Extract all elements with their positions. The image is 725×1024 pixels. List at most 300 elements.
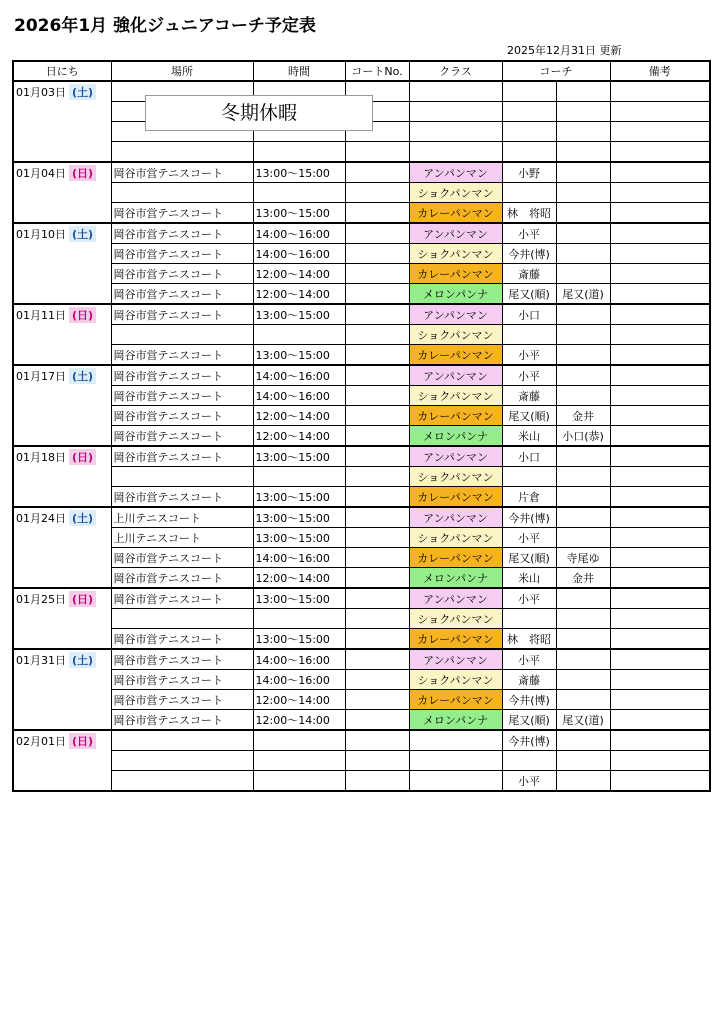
coach-cell-1: 林 将昭 [502, 203, 556, 224]
table-row [13, 223, 710, 244]
coach-cell-1: 小平 [502, 345, 556, 366]
table-row [13, 406, 710, 426]
court-cell [345, 751, 409, 771]
time-cell: 13:00～15:00 [253, 446, 345, 467]
coach-cell-1: 小平 [502, 588, 556, 609]
court-cell [345, 244, 409, 264]
class-cell: ショクパンマン [409, 325, 502, 345]
table-row [13, 304, 710, 325]
venue-cell: 岡谷市営テニスコート [111, 649, 253, 670]
coach-cell-1: 小平 [502, 528, 556, 548]
coach-cell-2 [556, 345, 610, 366]
notes-cell [610, 183, 710, 203]
coach-cell-1: 尾又(順) [502, 548, 556, 568]
court-cell [345, 487, 409, 508]
court-cell [345, 162, 409, 183]
court-cell [345, 771, 409, 792]
table-row [13, 244, 710, 264]
date-cell [13, 730, 111, 791]
notes-cell [610, 487, 710, 508]
date-cell [13, 365, 111, 446]
class-cell: ショクパンマン [409, 244, 502, 264]
time-cell: 14:00～16:00 [253, 548, 345, 568]
date-group [13, 446, 710, 507]
time-cell: 13:00～15:00 [253, 203, 345, 224]
coach-cell-1 [502, 102, 556, 122]
court-cell [345, 284, 409, 305]
venue-cell: 岡谷市営テニスコート [111, 304, 253, 325]
class-cell [409, 102, 502, 122]
coach-cell-2 [556, 507, 610, 528]
holiday-label: 冬期休暇 [145, 95, 373, 131]
venue-cell [111, 730, 253, 751]
notes-cell [610, 203, 710, 224]
time-cell [253, 751, 345, 771]
updated-date: 2025年12月31日 更新 [507, 44, 622, 57]
table-row [13, 142, 710, 163]
date-text: 01月31日 [16, 654, 66, 667]
coach-cell-2 [556, 751, 610, 771]
court-cell [345, 690, 409, 710]
coach-cell-1 [502, 751, 556, 771]
coach-cell-2: 金井 [556, 568, 610, 589]
table-row [13, 507, 710, 528]
class-cell: メロンパンナ [409, 710, 502, 731]
date-group [13, 588, 710, 649]
coach-cell-2 [556, 446, 610, 467]
saturday-badge: (土) [69, 510, 96, 526]
date-group [13, 649, 710, 730]
notes-cell [610, 81, 710, 102]
class-cell: カレーパンマン [409, 548, 502, 568]
venue-cell: 岡谷市営テニスコート [111, 629, 253, 650]
coach-cell-1: 小平 [502, 365, 556, 386]
table-row [13, 325, 710, 345]
court-cell [345, 142, 409, 163]
date-group [13, 730, 710, 791]
coach-cell-2 [556, 183, 610, 203]
venue-cell: 岡谷市営テニスコート [111, 690, 253, 710]
class-cell [409, 751, 502, 771]
notes-cell [610, 244, 710, 264]
class-cell: カレーパンマン [409, 203, 502, 224]
coach-cell-2 [556, 223, 610, 244]
coach-cell-2 [556, 102, 610, 122]
coach-cell-1 [502, 81, 556, 102]
venue-cell [111, 751, 253, 771]
venue-cell: 岡谷市営テニスコート [111, 548, 253, 568]
venue-cell [111, 609, 253, 629]
notes-cell [610, 446, 710, 467]
date-text: 01月18日 [16, 451, 66, 464]
coach-cell-2: 金井 [556, 406, 610, 426]
coach-cell-2: 尾又(道) [556, 284, 610, 305]
table-row [13, 487, 710, 508]
class-cell: アンパンマン [409, 446, 502, 467]
coach-cell-2 [556, 467, 610, 487]
class-cell: アンパンマン [409, 588, 502, 609]
page-title: 2026年1月 強化ジュニアコーチ予定表 [14, 16, 316, 36]
coach-cell-1: 今井(博) [502, 244, 556, 264]
coach-cell-2 [556, 609, 610, 629]
class-cell: メロンパンナ [409, 568, 502, 589]
court-cell [345, 710, 409, 731]
notes-cell [610, 649, 710, 670]
court-cell [345, 365, 409, 386]
table-row [13, 386, 710, 406]
class-cell: アンパンマン [409, 649, 502, 670]
notes-cell [610, 223, 710, 244]
notes-cell [610, 670, 710, 690]
class-cell: メロンパンナ [409, 426, 502, 447]
table-row [13, 528, 710, 548]
coach-cell-1 [502, 325, 556, 345]
venue-cell: 岡谷市営テニスコート [111, 426, 253, 447]
table-row [13, 162, 710, 183]
notes-cell [610, 548, 710, 568]
court-cell [345, 264, 409, 284]
coach-cell-2 [556, 122, 610, 142]
court-cell [345, 183, 409, 203]
time-cell: 14:00～16:00 [253, 670, 345, 690]
time-cell [253, 325, 345, 345]
court-cell [345, 223, 409, 244]
time-cell [253, 609, 345, 629]
time-cell: 13:00～15:00 [253, 588, 345, 609]
coach-cell-1: 今井(博) [502, 730, 556, 751]
date-text: 01月17日 [16, 370, 66, 383]
notes-cell [610, 426, 710, 447]
notes-cell [610, 507, 710, 528]
coach-cell-2: 寺尾ゆ [556, 548, 610, 568]
court-cell [345, 426, 409, 447]
date-text: 01月03日 [16, 86, 66, 99]
venue-cell: 上川テニスコート [111, 528, 253, 548]
time-cell: 13:00～15:00 [253, 162, 345, 183]
venue-cell: 岡谷市営テニスコート [111, 446, 253, 467]
class-cell: アンパンマン [409, 365, 502, 386]
header-coach: コーチ [502, 61, 610, 81]
date-cell [13, 162, 111, 223]
saturday-badge: (土) [69, 652, 96, 668]
coach-cell-2 [556, 304, 610, 325]
table-row [13, 710, 710, 731]
venue-cell [111, 771, 253, 792]
class-cell: ショクパンマン [409, 467, 502, 487]
coach-cell-2 [556, 771, 610, 792]
venue-cell [111, 183, 253, 203]
date-group [13, 365, 710, 446]
venue-cell: 上川テニスコート [111, 507, 253, 528]
coach-cell-1: 尾又(順) [502, 284, 556, 305]
coach-cell-1: 斎藤 [502, 264, 556, 284]
coach-cell-2 [556, 325, 610, 345]
venue-cell: 岡谷市営テニスコート [111, 203, 253, 224]
table-row [13, 467, 710, 487]
court-cell [345, 304, 409, 325]
date-group [13, 223, 710, 304]
notes-cell [610, 690, 710, 710]
coach-cell-2 [556, 386, 610, 406]
notes-cell [610, 406, 710, 426]
header-venue: 場所 [111, 61, 253, 81]
coach-cell-2 [556, 588, 610, 609]
table-row [13, 670, 710, 690]
venue-cell [111, 467, 253, 487]
saturday-badge: (土) [69, 368, 96, 384]
time-cell [253, 771, 345, 792]
table-row [13, 426, 710, 447]
notes-cell [610, 284, 710, 305]
time-cell [253, 142, 345, 163]
court-cell [345, 588, 409, 609]
coach-cell-2 [556, 487, 610, 508]
coach-cell-2 [556, 528, 610, 548]
class-cell: カレーパンマン [409, 487, 502, 508]
class-cell: アンパンマン [409, 162, 502, 183]
notes-cell [610, 304, 710, 325]
notes-cell [610, 609, 710, 629]
coach-cell-2 [556, 264, 610, 284]
coach-cell-1 [502, 183, 556, 203]
coach-cell-1 [502, 467, 556, 487]
table-row [13, 629, 710, 650]
coach-cell-1: 斎藤 [502, 386, 556, 406]
class-cell: アンパンマン [409, 223, 502, 244]
notes-cell [610, 730, 710, 751]
court-cell [345, 386, 409, 406]
date-text: 01月25日 [16, 593, 66, 606]
court-cell [345, 629, 409, 650]
class-cell: ショクパンマン [409, 609, 502, 629]
header-notes: 備考 [610, 61, 710, 81]
date-group [13, 304, 710, 365]
coach-cell-1: 今井(博) [502, 507, 556, 528]
time-cell: 13:00～15:00 [253, 528, 345, 548]
table-row [13, 548, 710, 568]
venue-cell [111, 142, 253, 163]
court-cell [345, 528, 409, 548]
class-cell: アンパンマン [409, 507, 502, 528]
coach-cell-2 [556, 690, 610, 710]
time-cell: 13:00～15:00 [253, 304, 345, 325]
time-cell: 12:00～14:00 [253, 264, 345, 284]
class-cell: ショクパンマン [409, 528, 502, 548]
coach-cell-1: 林 将昭 [502, 629, 556, 650]
date-cell [13, 304, 111, 365]
notes-cell [610, 264, 710, 284]
class-cell: メロンパンナ [409, 284, 502, 305]
table-row [13, 609, 710, 629]
coach-cell-1: 小口 [502, 304, 556, 325]
venue-cell: 岡谷市営テニスコート [111, 588, 253, 609]
coach-cell-1: 斎藤 [502, 670, 556, 690]
time-cell: 14:00～16:00 [253, 649, 345, 670]
time-cell [253, 730, 345, 751]
venue-cell: 岡谷市営テニスコート [111, 162, 253, 183]
court-cell [345, 467, 409, 487]
date-text: 01月10日 [16, 228, 66, 241]
notes-cell [610, 325, 710, 345]
time-cell: 14:00～16:00 [253, 386, 345, 406]
class-cell [409, 81, 502, 102]
sunday-badge: (日) [69, 165, 96, 181]
date-cell [13, 507, 111, 588]
date-cell [13, 81, 111, 162]
date-cell [13, 588, 111, 649]
court-cell [345, 507, 409, 528]
date-cell [13, 649, 111, 730]
class-cell: ショクパンマン [409, 183, 502, 203]
time-cell: 12:00～14:00 [253, 710, 345, 731]
table-row [13, 649, 710, 670]
coach-cell-1: 小平 [502, 223, 556, 244]
coach-cell-2 [556, 162, 610, 183]
coach-cell-2 [556, 365, 610, 386]
date-text: 01月24日 [16, 512, 66, 525]
court-cell [345, 325, 409, 345]
coach-cell-1 [502, 142, 556, 163]
court-cell [345, 203, 409, 224]
class-cell: カレーパンマン [409, 406, 502, 426]
coach-cell-1: 今井(博) [502, 690, 556, 710]
class-cell: カレーパンマン [409, 345, 502, 366]
table-row [13, 203, 710, 224]
date-cell [13, 223, 111, 304]
venue-cell: 岡谷市営テニスコート [111, 710, 253, 731]
class-cell [409, 771, 502, 792]
notes-cell [610, 142, 710, 163]
coach-cell-2 [556, 649, 610, 670]
header-class: クラス [409, 61, 502, 81]
venue-cell: 岡谷市営テニスコート [111, 244, 253, 264]
coach-cell-1: 米山 [502, 568, 556, 589]
venue-cell: 岡谷市営テニスコート [111, 670, 253, 690]
class-cell: カレーパンマン [409, 690, 502, 710]
time-cell: 13:00～15:00 [253, 507, 345, 528]
coach-cell-2 [556, 629, 610, 650]
notes-cell [610, 162, 710, 183]
time-cell: 12:00～14:00 [253, 406, 345, 426]
notes-cell [610, 568, 710, 589]
class-cell: ショクパンマン [409, 670, 502, 690]
time-cell [253, 467, 345, 487]
time-cell [253, 183, 345, 203]
coach-cell-1: 小野 [502, 162, 556, 183]
date-cell [13, 446, 111, 507]
coach-cell-2 [556, 203, 610, 224]
venue-cell: 岡谷市営テニスコート [111, 487, 253, 508]
notes-cell [610, 588, 710, 609]
time-cell: 14:00～16:00 [253, 365, 345, 386]
table-row [13, 345, 710, 366]
header-date: 日にち [13, 61, 111, 81]
coach-cell-1 [502, 609, 556, 629]
court-cell [345, 649, 409, 670]
notes-cell [610, 751, 710, 771]
notes-cell [610, 467, 710, 487]
court-cell [345, 568, 409, 589]
notes-cell [610, 102, 710, 122]
class-cell: カレーパンマン [409, 629, 502, 650]
coach-cell-2 [556, 81, 610, 102]
coach-cell-1: 尾又(順) [502, 710, 556, 731]
court-cell [345, 670, 409, 690]
coach-cell-1: 片倉 [502, 487, 556, 508]
coach-cell-1: 小口 [502, 446, 556, 467]
venue-cell: 岡谷市営テニスコート [111, 223, 253, 244]
table-row [13, 183, 710, 203]
coach-cell-1: 小平 [502, 771, 556, 792]
notes-cell [610, 528, 710, 548]
sunday-badge: (日) [69, 307, 96, 323]
court-cell [345, 446, 409, 467]
notes-cell [610, 386, 710, 406]
table-row [13, 365, 710, 386]
sunday-badge: (日) [69, 733, 96, 749]
coach-cell-1: 米山 [502, 426, 556, 447]
venue-cell: 岡谷市営テニスコート [111, 284, 253, 305]
time-cell: 12:00～14:00 [253, 284, 345, 305]
table-row [13, 690, 710, 710]
time-cell: 12:00～14:00 [253, 568, 345, 589]
coach-cell-2 [556, 730, 610, 751]
date-text: 01月11日 [16, 309, 66, 322]
venue-cell: 岡谷市営テニスコート [111, 365, 253, 386]
class-cell [409, 142, 502, 163]
time-cell: 14:00～16:00 [253, 244, 345, 264]
table-row [13, 751, 710, 771]
schedule-table [12, 60, 711, 792]
class-cell [409, 730, 502, 751]
date-text: 02月01日 [16, 735, 66, 748]
court-cell [345, 609, 409, 629]
sunday-badge: (日) [69, 591, 96, 607]
date-text: 01月04日 [16, 167, 66, 180]
notes-cell [610, 629, 710, 650]
saturday-badge: (土) [69, 84, 96, 100]
notes-cell [610, 710, 710, 731]
time-cell: 12:00～14:00 [253, 690, 345, 710]
notes-cell [610, 345, 710, 366]
venue-cell [111, 325, 253, 345]
notes-cell [610, 365, 710, 386]
time-cell: 14:00～16:00 [253, 223, 345, 244]
header-time: 時間 [253, 61, 345, 81]
coach-cell-1 [502, 122, 556, 142]
coach-cell-2: 小口(恭) [556, 426, 610, 447]
table-row [13, 588, 710, 609]
table-header [13, 61, 710, 81]
coach-cell-2: 尾又(道) [556, 710, 610, 731]
court-cell [345, 406, 409, 426]
class-cell: カレーパンマン [409, 264, 502, 284]
table-row [13, 446, 710, 467]
table-row [13, 568, 710, 589]
table-row [13, 730, 710, 751]
table-row [13, 771, 710, 792]
time-cell: 13:00～15:00 [253, 629, 345, 650]
coach-cell-1: 尾又(順) [502, 406, 556, 426]
coach-cell-2 [556, 244, 610, 264]
date-group [13, 162, 710, 223]
table-row [13, 284, 710, 305]
venue-cell: 岡谷市営テニスコート [111, 568, 253, 589]
header-court: コートNo. [345, 61, 409, 81]
venue-cell: 岡谷市営テニスコート [111, 264, 253, 284]
notes-cell [610, 771, 710, 792]
coach-cell-1: 小平 [502, 649, 556, 670]
